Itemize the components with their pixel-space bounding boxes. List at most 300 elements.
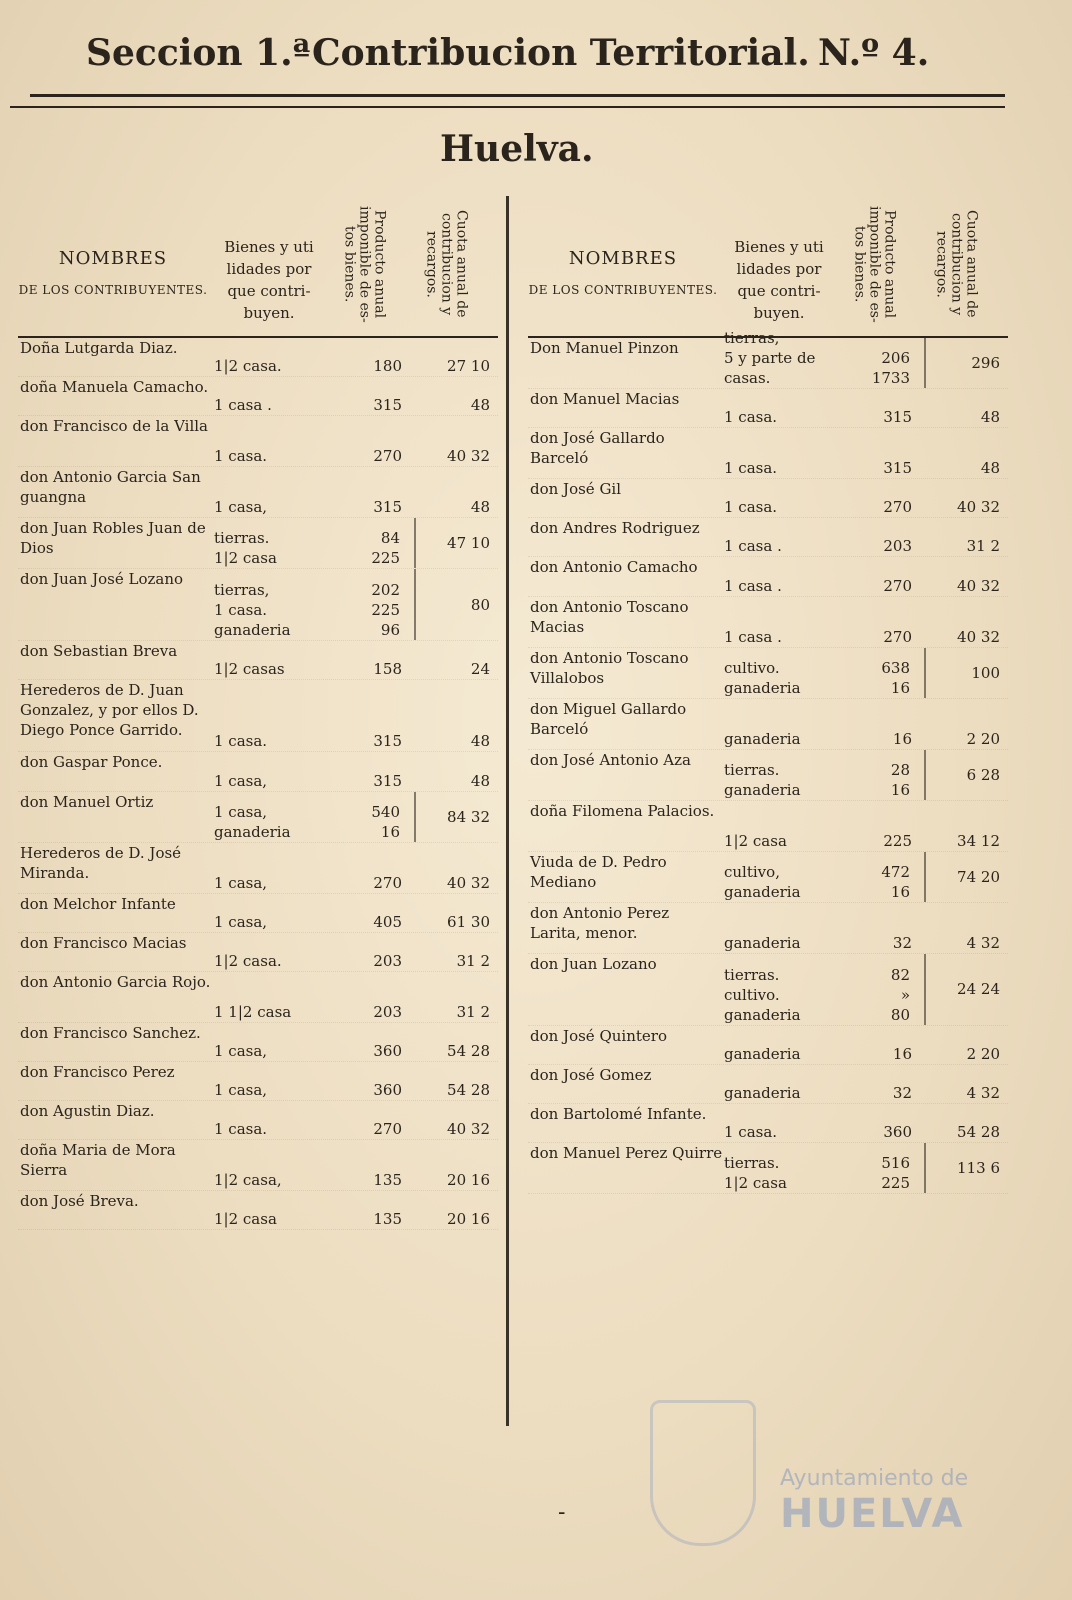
bienes-item: cultivo,: [724, 862, 780, 881]
table-header: [18, 196, 498, 338]
producto-value: 405: [373, 912, 402, 931]
bienes-item: 1 1|2 casa: [214, 1002, 292, 1021]
table-row: [18, 843, 498, 894]
producto-cell: [338, 1140, 416, 1190]
bienes-item: 1|2 casa,: [214, 1171, 282, 1190]
producto-value: 315: [883, 459, 912, 478]
producto-value: 472: [881, 862, 910, 881]
page-number: N.º 4.: [818, 32, 930, 74]
bienes-item: ganaderia: [214, 822, 291, 841]
cuota-header: [926, 196, 986, 332]
producto-cell: [338, 933, 416, 971]
contributor-name: don Antonio Toscano Macias: [530, 597, 689, 636]
producto-header-text: Producto anual imponible de es- tos bienes.: [341, 205, 388, 323]
table-row: [18, 641, 498, 680]
bienes-item: 1|2 casa: [214, 1210, 277, 1229]
bienes-cell: [214, 1062, 338, 1100]
cuota-cell: 296: [971, 354, 1000, 372]
contributor-name: don Miguel Gallardo Barceló: [530, 699, 687, 738]
contributor-name: don Antonio Perez Larita, menor.: [530, 903, 670, 942]
bienes-cell: [724, 954, 848, 1025]
cuota-cell: 31 2: [966, 537, 1000, 556]
bienes-item: 1 casa,: [214, 802, 268, 821]
table-row: [18, 894, 498, 933]
cuota-cell: 40 32: [957, 498, 1000, 517]
producto-value: 203: [373, 951, 402, 970]
producto-value: 315: [883, 408, 912, 427]
table-row: [528, 597, 1008, 648]
producto-cell: [338, 1191, 416, 1229]
table-row: [18, 467, 498, 518]
bienes-item: ganaderia: [724, 933, 801, 952]
contributor-name: don José Gil: [530, 480, 622, 499]
table-row: [18, 1101, 498, 1140]
producto-value: 270: [373, 873, 402, 892]
cuota-cell: 48: [980, 459, 1000, 478]
producto-cell: [848, 954, 926, 1025]
bienes-item: cultivo.: [724, 658, 780, 677]
contributor-name: don Francisco de la Villa: [20, 417, 208, 436]
producto-value: 270: [883, 576, 912, 595]
cuota-cell: 48: [470, 396, 490, 415]
cuota-header: [416, 196, 476, 332]
table-row: [18, 338, 498, 377]
bienes-item: 1 casa.: [724, 1122, 778, 1141]
contributor-name: don Juan Robles Juan de Dios: [20, 519, 206, 558]
contributor-name: don Juan Lozano: [530, 954, 657, 973]
bienes-cell: [214, 1191, 338, 1229]
left-table-body: [18, 338, 498, 1230]
bienes-item: ganaderia: [724, 1083, 801, 1102]
bienes-cell: [214, 518, 338, 568]
producto-cell: [848, 597, 926, 647]
bienes-item: ganaderia: [724, 729, 801, 748]
archive-stamp: [780, 1466, 968, 1537]
cuota-cell: 40 32: [447, 447, 490, 466]
archive-stamp-emblem: [650, 1400, 756, 1546]
cuota-cell: 61 30: [447, 912, 490, 931]
cuota-cell: 20 16: [447, 1210, 490, 1229]
table-row: [18, 1023, 498, 1062]
bienes-cell: [214, 641, 338, 679]
table-row: [528, 852, 1008, 903]
bienes-item: cultivo.: [724, 985, 780, 1004]
bienes-item: tierras.: [724, 965, 780, 984]
bienes-cell: [724, 1026, 848, 1064]
producto-value: 360: [373, 1041, 402, 1060]
producto-value: 203: [883, 537, 912, 556]
bienes-cell: [724, 428, 848, 478]
contributor-name: don Juan José Lozano: [20, 570, 184, 589]
contributor-name: don Andres Rodriguez: [530, 519, 700, 538]
producto-value: 135: [373, 1171, 402, 1190]
table-row: [528, 699, 1008, 750]
bienes-item: ganaderia: [724, 1005, 801, 1024]
producto-header-text: Producto anual imponible de es- tos bienes.: [851, 205, 898, 323]
producto-cell: [338, 1062, 416, 1100]
bienes-item: 1|2 casa.: [214, 951, 282, 970]
bienes-cell: [724, 597, 848, 647]
producto-value: 16: [380, 822, 400, 841]
cuota-cell: 24: [470, 660, 490, 679]
bienes-header: Bienes y uti lidades por que contri- buyen.: [734, 238, 824, 322]
cuota-cell: 80: [470, 595, 490, 614]
bienes-item: 1 casa.: [724, 459, 778, 478]
producto-cell: [338, 894, 416, 932]
bienes-item: tierras,: [724, 329, 780, 347]
bienes-cell: [214, 972, 338, 1022]
table-row: [18, 1062, 498, 1101]
producto-cell: [848, 428, 926, 478]
contributor-name: don José Quintero: [530, 1026, 667, 1045]
bienes-cell: [724, 518, 848, 556]
names-header: [18, 248, 208, 297]
table-row: [18, 752, 498, 791]
producto-cell: [338, 338, 416, 376]
cuota-cell: 54 28: [957, 1122, 1000, 1141]
table-row: [528, 1143, 1008, 1194]
table-row: [18, 933, 498, 972]
bienes-item: tierras.: [724, 1153, 780, 1172]
producto-value: 202: [371, 581, 400, 600]
producto-cell: [848, 557, 926, 595]
contributor-name: don Manuel Perez Quirre: [530, 1143, 723, 1162]
contributor-name: don Gaspar Ponce.: [20, 753, 163, 772]
cuota-cell: 27 10: [447, 357, 490, 376]
bienes-item: 1 casa,: [214, 498, 268, 517]
table-row: [18, 972, 498, 1023]
bienes-cell: [724, 903, 848, 953]
bienes-item: ganaderia: [724, 780, 801, 799]
producto-cell: [848, 852, 926, 902]
contributor-name: Viuda de D. Pedro Mediano: [530, 852, 667, 891]
bienes-item: 1 casa.: [214, 601, 268, 620]
bienes-cell: [724, 557, 848, 595]
contributor-name: Doña Lutgarda Diaz.: [20, 339, 178, 357]
producto-value: 180: [373, 357, 402, 376]
contributor-name: don José Breva.: [20, 1192, 139, 1211]
contributor-name: don Manuel Macias: [530, 390, 680, 408]
bienes-item: 1 casa .: [214, 396, 272, 415]
producto-cell: [338, 792, 416, 842]
producto-value: 1733: [871, 369, 910, 387]
bienes-item: 1 casa.: [724, 498, 778, 517]
contributor-name: don Antonio Camacho: [530, 558, 698, 577]
header-rule-secondary: [10, 106, 1005, 108]
table-row: [528, 954, 1008, 1026]
bienes-cell: [214, 843, 338, 893]
producto-value: 638: [881, 658, 910, 677]
bienes-cell: [214, 1023, 338, 1061]
producto-value: 225: [371, 549, 400, 568]
producto-cell: [848, 903, 926, 953]
cuota-cell: 48: [980, 408, 1000, 427]
producto-cell: [848, 389, 926, 427]
page-header: [0, 32, 1072, 92]
contributor-name: doña Filomena Palacios.: [530, 801, 715, 820]
bienes-item: tierras,: [214, 581, 270, 600]
bienes-item: ganaderia: [724, 678, 801, 697]
producto-cell: [848, 338, 926, 388]
bienes-item: ganaderia: [214, 621, 291, 640]
column-divider: [506, 196, 509, 1426]
bienes-cell: [214, 894, 338, 932]
bienes-cell: [724, 1065, 848, 1103]
producto-value: 540: [371, 802, 400, 821]
right-table-body: [528, 329, 1008, 1194]
table-row: [18, 518, 498, 569]
bienes-cell: [214, 680, 338, 751]
cuota-header-text: Cuota anual de contribucion y recargos.: [933, 210, 980, 318]
cuota-cell: 31 2: [456, 951, 490, 970]
bienes-cell: [214, 1101, 338, 1139]
bienes-item: 1 casa .: [724, 576, 782, 595]
table-row: [528, 648, 1008, 699]
table-row: [18, 680, 498, 752]
bienes-item: 1 casa,: [214, 771, 268, 790]
bienes-item: 1 casa .: [724, 627, 782, 646]
producto-value: 270: [883, 627, 912, 646]
document-title: Contribucion Territorial.: [312, 32, 810, 74]
cuota-cell: 74 20: [957, 867, 1000, 886]
producto-cell: [848, 750, 926, 800]
bienes-header: Bienes y uti lidades por que contri- buyen.: [224, 238, 314, 322]
producto-cell: [338, 1023, 416, 1061]
producto-value: 270: [373, 447, 402, 466]
cuota-cell: 40 32: [957, 576, 1000, 595]
producto-cell: [848, 1104, 926, 1142]
bienes-item: 1|2 casa: [724, 1173, 787, 1192]
bienes-cell: [724, 479, 848, 517]
cuota-cell: 2 20: [966, 1044, 1000, 1063]
bienes-item: 1 casa.: [724, 408, 778, 427]
bienes-item: 1 casa .: [724, 537, 782, 556]
contributor-name: Don Manuel Pinzon: [530, 339, 679, 357]
names-header: [528, 248, 718, 297]
header-rule: [30, 94, 1005, 97]
producto-cell: [338, 1101, 416, 1139]
producto-value: 225: [371, 601, 400, 620]
table-row: [528, 479, 1008, 518]
contributor-name: don Francisco Perez: [20, 1062, 175, 1081]
producto-value: 16: [890, 882, 910, 901]
producto-value: 16: [890, 678, 910, 697]
cuota-cell: 40 32: [447, 873, 490, 892]
cuota-cell: 2 20: [966, 729, 1000, 748]
bienes-item: 1 casa.: [214, 1120, 268, 1139]
contributor-name: Herederos de D. José Miranda.: [20, 843, 182, 882]
cuota-cell: 34 12: [957, 831, 1000, 850]
bienes-item: 1 casa,: [214, 1041, 268, 1060]
producto-value: 225: [883, 831, 912, 850]
footer-mark: -: [558, 1500, 566, 1525]
producto-value: »: [900, 985, 910, 1004]
producto-value: 135: [373, 1210, 402, 1229]
table-row: [18, 569, 498, 641]
bienes-item: tierras.: [724, 760, 780, 779]
producto-value: 32: [892, 933, 912, 952]
producto-value: 360: [373, 1081, 402, 1099]
contributor-name: don José Antonio Aza: [530, 750, 691, 769]
cuota-cell: 40 32: [957, 627, 1000, 646]
bienes-item: 5 y parte de casas.: [724, 349, 816, 387]
bienes-item: 1|2 casas: [214, 660, 285, 679]
bienes-item: 1 casa,: [214, 873, 268, 892]
producto-header: [340, 196, 388, 332]
cuota-cell: 4 32: [966, 1083, 1000, 1102]
contributor-name: doña Manuela Camacho.: [20, 378, 209, 397]
bienes-cell: [214, 467, 338, 517]
stamp-line2: HUELVA: [780, 1491, 965, 1537]
producto-value: 203: [373, 1002, 402, 1021]
producto-value: 82: [890, 965, 910, 984]
producto-cell: [848, 1143, 926, 1193]
producto-cell: [848, 479, 926, 517]
contributor-name: don José Gomez: [530, 1065, 652, 1084]
contributor-name: don Bartolomé Infante.: [530, 1104, 707, 1123]
producto-cell: [338, 680, 416, 751]
contributor-name: don Sebastian Breva: [20, 642, 178, 661]
left-table: [18, 196, 498, 1230]
cuota-cell: 31 2: [456, 1002, 490, 1021]
producto-value: 16: [890, 780, 910, 799]
producto-value: 32: [892, 1083, 912, 1102]
table-row: [528, 1065, 1008, 1104]
bienes-cell: [724, 329, 848, 388]
names-header-line2: DE LOS CONTRIBUYENTES.: [18, 283, 208, 297]
bienes-item: 1 casa.: [214, 732, 268, 751]
bienes-cell: [214, 752, 338, 790]
table-row: [528, 903, 1008, 954]
cuota-cell: 54 28: [447, 1041, 490, 1060]
contributor-name: Herederos de D. Juan Gonzalez, y por ellos D. Diego Ponce Garrido.: [20, 681, 199, 740]
table-row: [18, 377, 498, 416]
bienes-item: 1|2 casa: [724, 831, 787, 850]
cuota-cell: 48: [470, 771, 490, 790]
producto-value: 270: [883, 498, 912, 517]
contributor-name: don Antonio Toscano Villalobos: [530, 648, 689, 687]
contributor-name: don Francisco Sanchez.: [20, 1023, 201, 1042]
producto-value: 28: [890, 760, 910, 779]
producto-cell: [338, 843, 416, 893]
producto-value: 206: [881, 349, 910, 367]
producto-cell: [338, 377, 416, 415]
cuota-cell: 6 28: [966, 765, 1000, 784]
table-row: [528, 329, 1008, 389]
cuota-cell: 54 28: [447, 1081, 490, 1099]
bienes-cell: [214, 377, 338, 415]
bienes-cell: [724, 852, 848, 902]
bienes-cell: [724, 1143, 848, 1193]
producto-cell: [848, 648, 926, 698]
producto-value: 360: [883, 1122, 912, 1141]
names-header-line1: NOMBRES: [58, 248, 168, 269]
producto-cell: [848, 518, 926, 556]
producto-value: 516: [881, 1153, 910, 1172]
bienes-item: tierras.: [214, 529, 270, 548]
bienes-cell: [214, 416, 338, 466]
bienes-item: 1|2 casa.: [214, 357, 282, 376]
table-row: [18, 416, 498, 467]
cuota-cell: 100: [971, 663, 1000, 682]
table-row: [528, 750, 1008, 801]
producto-value: 315: [373, 396, 402, 415]
contributor-name: doña Maria de Mora Sierra: [20, 1141, 176, 1180]
bienes-item: 1 casa,: [214, 1081, 268, 1099]
cuota-cell: 40 32: [447, 1120, 490, 1139]
cuota-cell: 47 10: [447, 534, 490, 553]
producto-cell: [338, 752, 416, 790]
cuota-cell: 113 6: [957, 1158, 1000, 1177]
table-row: [528, 1026, 1008, 1065]
cuota-cell: 20 16: [447, 1171, 490, 1190]
contributor-name: don Agustin Diaz.: [20, 1102, 155, 1120]
bienes-cell: [214, 338, 338, 376]
producto-cell: [338, 518, 416, 568]
producto-value: 270: [373, 1120, 402, 1139]
bienes-cell: [724, 699, 848, 749]
contributor-name: don Manuel Ortiz: [20, 792, 154, 811]
bienes-cell: [214, 792, 338, 842]
contributor-name: don José Gallardo Barceló: [530, 429, 665, 468]
contributor-name: don Francisco Macias: [20, 933, 187, 952]
producto-header: [850, 196, 898, 332]
bienes-item: ganaderia: [724, 1044, 801, 1063]
producto-cell: [848, 1026, 926, 1064]
producto-cell: [338, 467, 416, 517]
bienes-cell: [724, 1104, 848, 1142]
contributor-name: don Melchor Infante: [20, 894, 176, 913]
producto-value: 80: [890, 1005, 910, 1024]
stamp-line1: Ayuntamiento de: [780, 1466, 969, 1491]
table-row: [528, 518, 1008, 557]
producto-cell: [848, 801, 926, 851]
bienes-cell: [214, 933, 338, 971]
producto-cell: [338, 569, 416, 640]
producto-cell: [338, 416, 416, 466]
names-header-line1: NOMBRES: [568, 248, 678, 269]
right-table: [528, 196, 1008, 1194]
producto-cell: [338, 972, 416, 1022]
bienes-item: 1 casa,: [214, 912, 268, 931]
cuota-cell: 84 32: [447, 807, 490, 826]
cuota-header-text: Cuota anual de contribucion y recargos.: [423, 210, 470, 318]
cuota-cell: 4 32: [966, 933, 1000, 952]
producto-value: 315: [373, 732, 402, 751]
cuota-cell: 48: [470, 732, 490, 751]
producto-value: 315: [373, 498, 402, 517]
bienes-item: 1|2 casa: [214, 549, 277, 568]
producto-value: 315: [373, 771, 402, 790]
producto-value: 84: [380, 529, 400, 548]
contributor-name: don Antonio Garcia San guangna: [20, 468, 201, 507]
table-header: [528, 196, 1008, 338]
names-header-line2: DE LOS CONTRIBUYENTES.: [528, 283, 718, 297]
bienes-cell: [724, 801, 848, 851]
producto-value: 96: [380, 621, 400, 640]
producto-cell: [848, 699, 926, 749]
bienes-cell: [724, 648, 848, 698]
producto-cell: [338, 641, 416, 679]
bienes-item: 1 casa.: [214, 447, 268, 466]
table-row: [528, 557, 1008, 596]
table-row: [18, 1140, 498, 1191]
producto-cell: [848, 1065, 926, 1103]
producto-value: 16: [892, 1044, 912, 1063]
table-row: [528, 801, 1008, 852]
bienes-item: ganaderia: [724, 882, 801, 901]
producto-value: 225: [881, 1173, 910, 1192]
